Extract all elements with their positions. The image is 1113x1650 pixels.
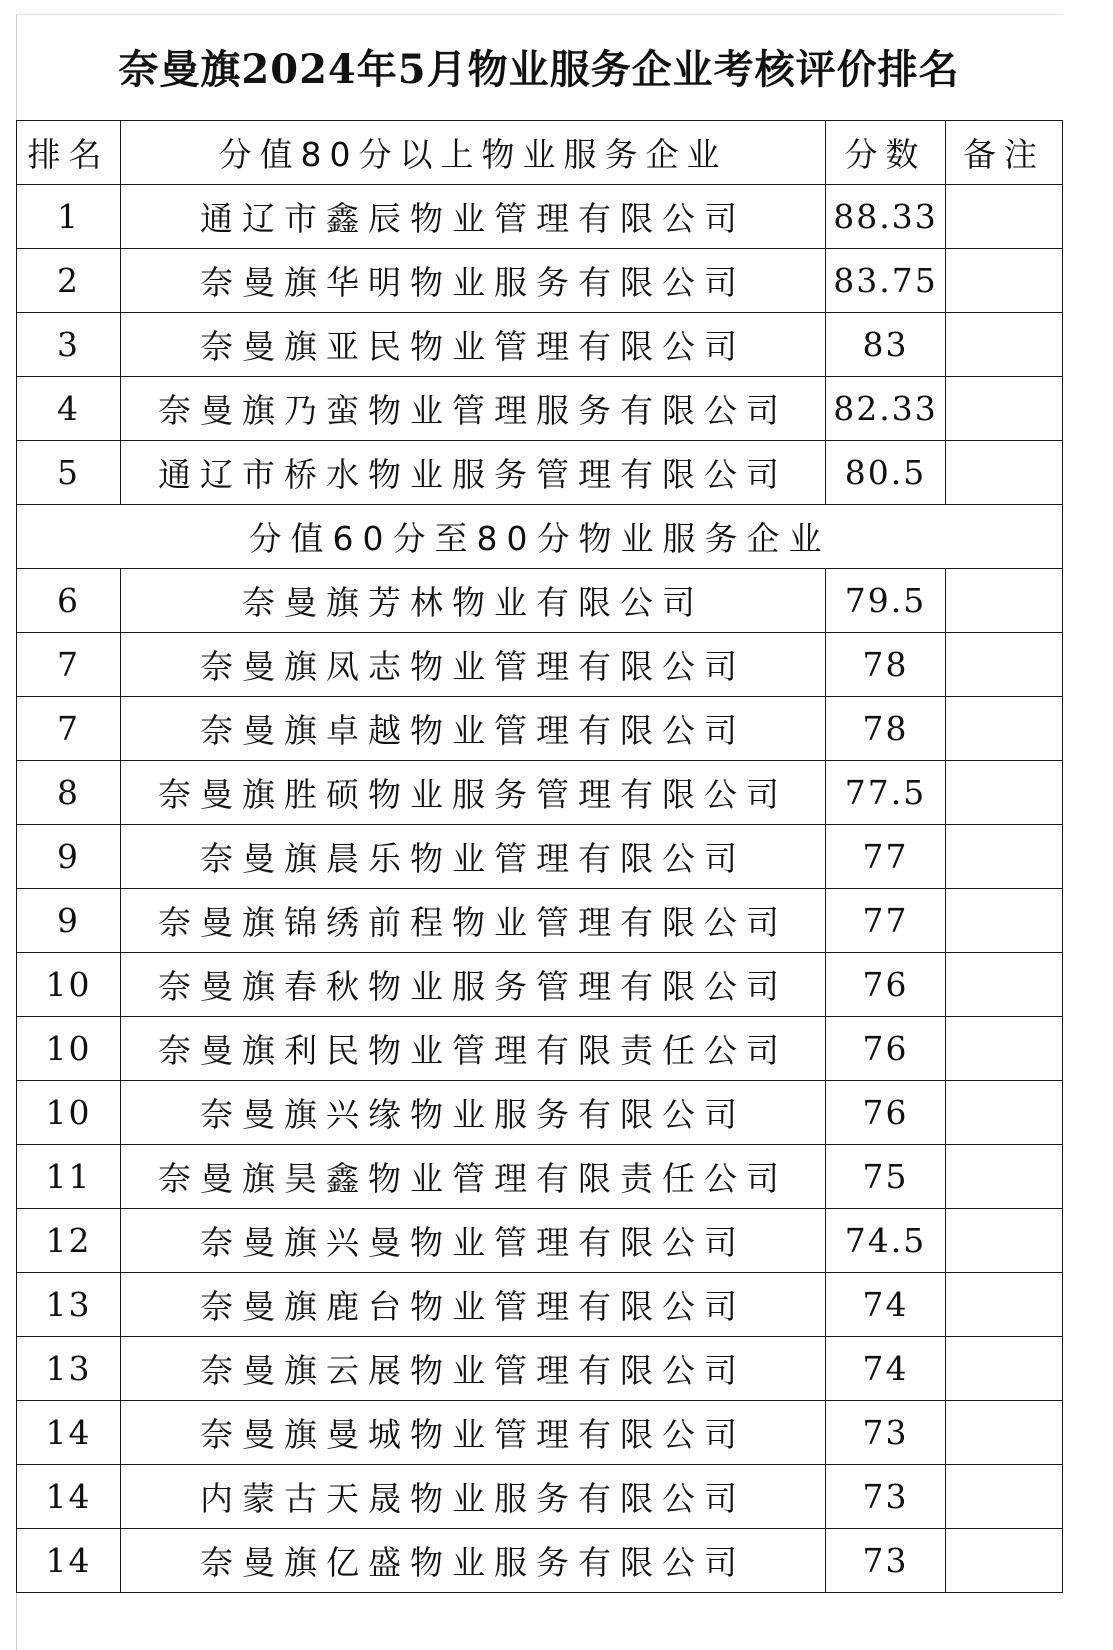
page-title: 奈曼旗2024年5月物业服务企业考核评价排名 — [118, 46, 960, 93]
remark-cell[interactable] — [946, 1401, 1063, 1465]
table-row — [17, 249, 1063, 313]
remark-cell[interactable] — [946, 1017, 1063, 1081]
table-row — [17, 1145, 1063, 1209]
section-header-row — [17, 505, 1063, 569]
company-cell[interactable]: 奈曼旗鹿台物业管理有限公司 — [121, 1273, 826, 1337]
table-row — [17, 1337, 1063, 1401]
company-cell[interactable]: 奈曼旗昊鑫物业管理有限责任公司 — [121, 1145, 826, 1209]
score-cell[interactable]: 76 — [826, 1017, 946, 1081]
company-cell[interactable]: 奈曼旗亿盛物业服务有限公司 — [121, 1529, 826, 1593]
rank-cell[interactable]: 10 — [17, 1017, 121, 1081]
title-cell[interactable] — [16, 14, 1062, 119]
score-cell[interactable]: 73 — [826, 1529, 946, 1593]
rank-cell[interactable]: 7 — [17, 633, 121, 697]
table-row — [17, 633, 1063, 697]
rank-cell[interactable]: 1 — [17, 185, 121, 249]
remark-cell[interactable] — [946, 1081, 1063, 1145]
score-cell[interactable]: 77 — [826, 889, 946, 953]
rank-cell[interactable]: 14 — [17, 1401, 121, 1465]
company-cell[interactable]: 奈曼旗胜硕物业服务管理有限公司 — [121, 761, 826, 825]
company-cell[interactable]: 奈曼旗晨乐物业管理有限公司 — [121, 825, 826, 889]
score-cell[interactable]: 83 — [826, 313, 946, 377]
rank-cell[interactable]: 8 — [17, 761, 121, 825]
remark-cell[interactable] — [946, 889, 1063, 953]
score-cell[interactable]: 83.75 — [826, 249, 946, 313]
table-row — [17, 761, 1063, 825]
remark-cell[interactable] — [946, 1529, 1063, 1593]
score-cell[interactable]: 77 — [826, 825, 946, 889]
company-cell[interactable]: 奈曼旗乃蛮物业管理服务有限公司 — [121, 377, 826, 441]
score-cell[interactable]: 73 — [826, 1465, 946, 1529]
score-cell[interactable]: 88.33 — [826, 185, 946, 249]
rank-cell[interactable]: 7 — [17, 697, 121, 761]
rank-cell[interactable]: 5 — [17, 441, 121, 505]
company-cell[interactable]: 奈曼旗兴曼物业管理有限公司 — [121, 1209, 826, 1273]
table-row — [17, 441, 1063, 505]
company-cell[interactable]: 奈曼旗芳林物业有限公司 — [121, 569, 826, 633]
company-cell[interactable]: 奈曼旗云展物业管理有限公司 — [121, 1337, 826, 1401]
company-cell[interactable]: 奈曼旗曼城物业管理有限公司 — [121, 1401, 826, 1465]
table-row — [17, 1273, 1063, 1337]
score-cell[interactable]: 76 — [826, 1081, 946, 1145]
table-row — [17, 185, 1063, 249]
table-row — [17, 825, 1063, 889]
score-cell[interactable]: 74.5 — [826, 1209, 946, 1273]
table-row — [17, 569, 1063, 633]
rank-cell[interactable]: 3 — [17, 313, 121, 377]
remark-cell[interactable] — [946, 185, 1063, 249]
company-cell[interactable]: 通辽市桥水物业服务管理有限公司 — [121, 441, 826, 505]
company-cell[interactable]: 奈曼旗华明物业服务有限公司 — [121, 249, 826, 313]
remark-cell[interactable] — [946, 441, 1063, 505]
table-row — [17, 697, 1063, 761]
rank-cell[interactable]: 9 — [17, 889, 121, 953]
score-cell[interactable]: 80.5 — [826, 441, 946, 505]
rank-cell[interactable]: 13 — [17, 1273, 121, 1337]
ranking-table — [16, 120, 1063, 1593]
remark-cell[interactable] — [946, 1145, 1063, 1209]
company-cell[interactable]: 奈曼旗春秋物业服务管理有限公司 — [121, 953, 826, 1017]
header-remark-cell[interactable]: 备注 — [946, 121, 1063, 185]
remark-cell[interactable] — [946, 825, 1063, 889]
score-cell[interactable]: 76 — [826, 953, 946, 1017]
section-60-80-label[interactable]: 分值60分至80分物业服务企业 — [17, 505, 1063, 569]
remark-cell[interactable] — [946, 1209, 1063, 1273]
table-row — [17, 377, 1063, 441]
header-rank-cell[interactable]: 排名 — [17, 121, 121, 185]
score-cell[interactable]: 78 — [826, 633, 946, 697]
company-cell[interactable]: 奈曼旗凤志物业管理有限公司 — [121, 633, 826, 697]
rank-cell[interactable]: 6 — [17, 569, 121, 633]
header-company-cell[interactable]: 分值80分以上物业服务企业 — [121, 121, 826, 185]
score-cell[interactable]: 75 — [826, 1145, 946, 1209]
table-row — [17, 1401, 1063, 1465]
rank-cell[interactable]: 2 — [17, 249, 121, 313]
remark-cell[interactable] — [946, 1465, 1063, 1529]
company-cell[interactable]: 内蒙古天晟物业服务有限公司 — [121, 1465, 826, 1529]
table-row — [17, 953, 1063, 1017]
score-cell[interactable]: 82.33 — [826, 377, 946, 441]
rank-cell[interactable]: 4 — [17, 377, 121, 441]
score-cell[interactable]: 78 — [826, 697, 946, 761]
table-row — [17, 1017, 1063, 1081]
rank-cell[interactable]: 11 — [17, 1145, 121, 1209]
table-row — [17, 1529, 1063, 1593]
score-cell[interactable]: 77.5 — [826, 761, 946, 825]
table-row — [17, 889, 1063, 953]
table-row — [17, 1081, 1063, 1145]
remark-cell[interactable] — [946, 761, 1063, 825]
score-cell[interactable]: 73 — [826, 1401, 946, 1465]
remark-cell[interactable] — [946, 1273, 1063, 1337]
header-score-cell[interactable]: 分数 — [826, 121, 946, 185]
score-cell[interactable]: 74 — [826, 1337, 946, 1401]
rank-cell[interactable]: 12 — [17, 1209, 121, 1273]
rank-cell[interactable]: 14 — [17, 1465, 121, 1529]
company-cell[interactable]: 奈曼旗亚民物业管理有限公司 — [121, 313, 826, 377]
company-cell[interactable]: 奈曼旗锦绣前程物业管理有限公司 — [121, 889, 826, 953]
remark-cell[interactable] — [946, 313, 1063, 377]
rank-cell[interactable]: 13 — [17, 1337, 121, 1401]
header-row — [17, 121, 1063, 185]
table-row — [17, 1465, 1063, 1529]
remark-cell[interactable] — [946, 697, 1063, 761]
rank-cell[interactable]: 10 — [17, 1081, 121, 1145]
company-cell[interactable]: 奈曼旗利民物业管理有限责任公司 — [121, 1017, 826, 1081]
remark-cell[interactable] — [946, 633, 1063, 697]
company-cell[interactable]: 奈曼旗卓越物业管理有限公司 — [121, 697, 826, 761]
company-cell[interactable]: 奈曼旗兴缘物业服务有限公司 — [121, 1081, 826, 1145]
rank-cell[interactable]: 14 — [17, 1529, 121, 1593]
remark-cell[interactable] — [946, 377, 1063, 441]
rank-cell[interactable]: 10 — [17, 953, 121, 1017]
remark-cell[interactable] — [946, 953, 1063, 1017]
table-row — [17, 313, 1063, 377]
score-cell[interactable]: 74 — [826, 1273, 946, 1337]
table-row — [17, 1209, 1063, 1273]
remark-cell[interactable] — [946, 249, 1063, 313]
rank-cell[interactable]: 9 — [17, 825, 121, 889]
remark-cell[interactable] — [946, 569, 1063, 633]
remark-cell[interactable] — [946, 1337, 1063, 1401]
score-cell[interactable]: 79.5 — [826, 569, 946, 633]
company-cell[interactable]: 通辽市鑫辰物业管理有限公司 — [121, 185, 826, 249]
